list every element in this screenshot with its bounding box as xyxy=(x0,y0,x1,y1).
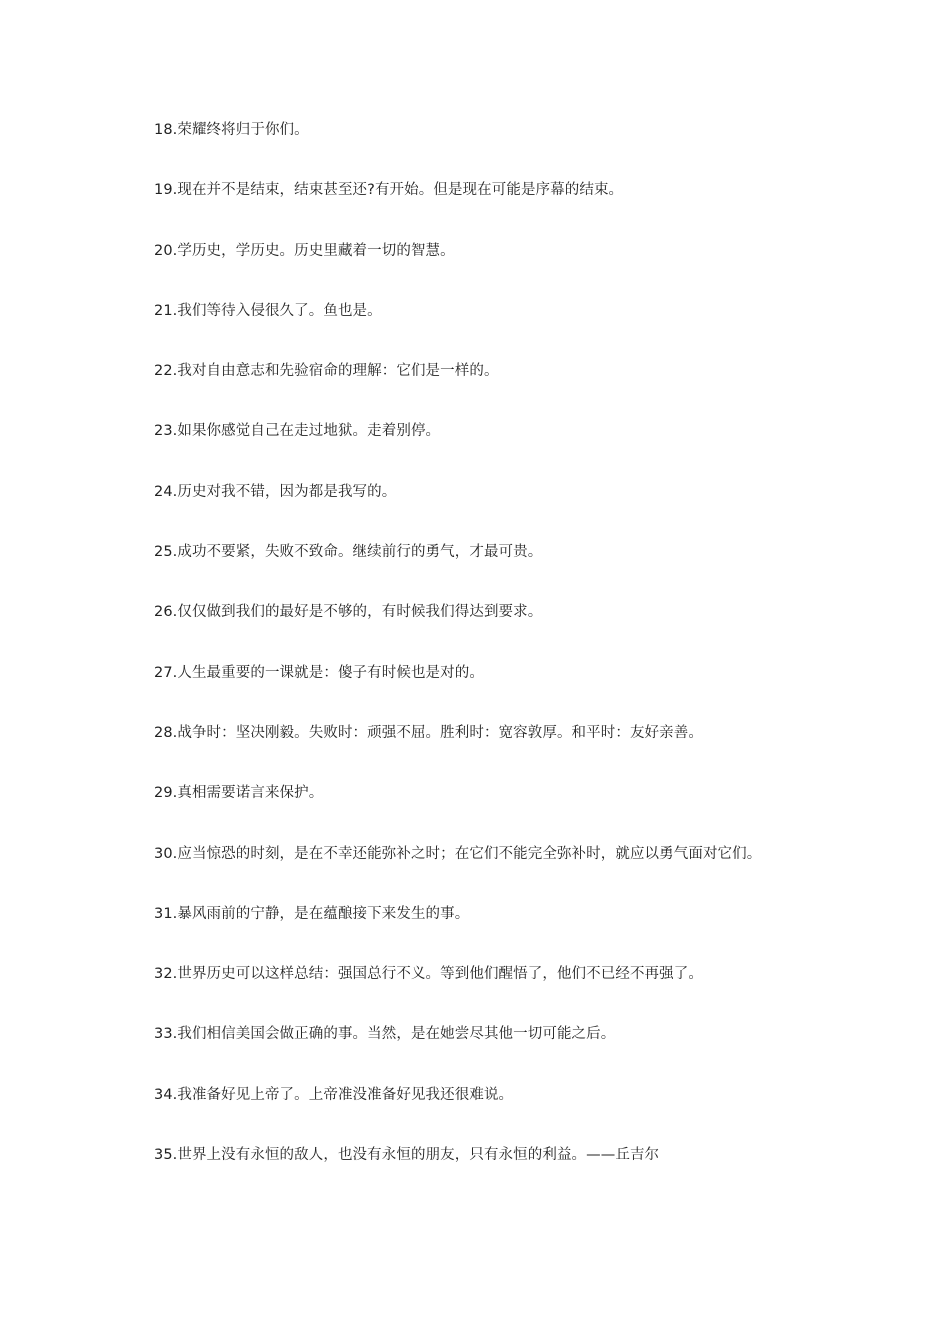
quote-item-27: 27.人生最重要的一课就是：傻子有时候也是对的。 xyxy=(154,664,484,681)
quote-item-25: 25.成功不要紧，失败不致命。继续前行的勇气，才最可贵。 xyxy=(154,544,543,561)
quote-item-32: 32.世界历史可以这样总结：强国总行不义。等到他们醒悟了，他们不已经不再强了。 xyxy=(154,966,703,983)
quote-item-26: 26.仅仅做到我们的最好是不够的，有时候我们得达到要求。 xyxy=(154,604,543,621)
quote-item-23: 23.如果你感觉自己在走过地狱。走着别停。 xyxy=(154,423,441,440)
quote-list xyxy=(154,120,914,1205)
quote-item-30: 30.应当惊恐的时刻，是在不幸还能弥补之时；在它们不能完全弥补时，就应以勇气面对它们。 xyxy=(154,845,762,862)
quote-item-28: 28.战争时：坚决刚毅。失败时：顽强不屈。胜利时：宽容敦厚。和平时：友好亲善。 xyxy=(154,724,703,741)
quote-item-22: 22.我对自由意志和先验宿命的理解：它们是一样的。 xyxy=(154,363,499,380)
quote-item-31: 31.暴风雨前的宁静，是在蕴酿接下来发生的事。 xyxy=(154,905,470,922)
quote-item-18: 18.荣耀终将归于你们。 xyxy=(154,122,309,138)
quote-item-20: 20.学历史，学历史。历史里藏着一切的智慧。 xyxy=(154,242,455,259)
quote-item-24: 24.历史对我不错，因为都是我写的。 xyxy=(154,483,397,500)
quote-item-29: 29.真相需要诺言来保护。 xyxy=(154,785,324,802)
quote-item-35: 35.世界上没有永恒的敌人，也没有永恒的朋友，只有永恒的利益。——丘吉尔 xyxy=(154,1147,660,1164)
quote-item-21: 21.我们等待入侵很久了。鱼也是。 xyxy=(154,302,382,319)
quote-item-34: 34.我准备好见上帝了。上帝准没准备好见我还很难说。 xyxy=(154,1086,514,1103)
quote-item-19: 19.现在并不是结束，结束甚至还?有开始。但是现在可能是序幕的结束。 xyxy=(154,182,624,199)
quote-item-33: 33.我们相信美国会做正确的事。当然，是在她尝尽其他一切可能之后。 xyxy=(154,1026,616,1043)
